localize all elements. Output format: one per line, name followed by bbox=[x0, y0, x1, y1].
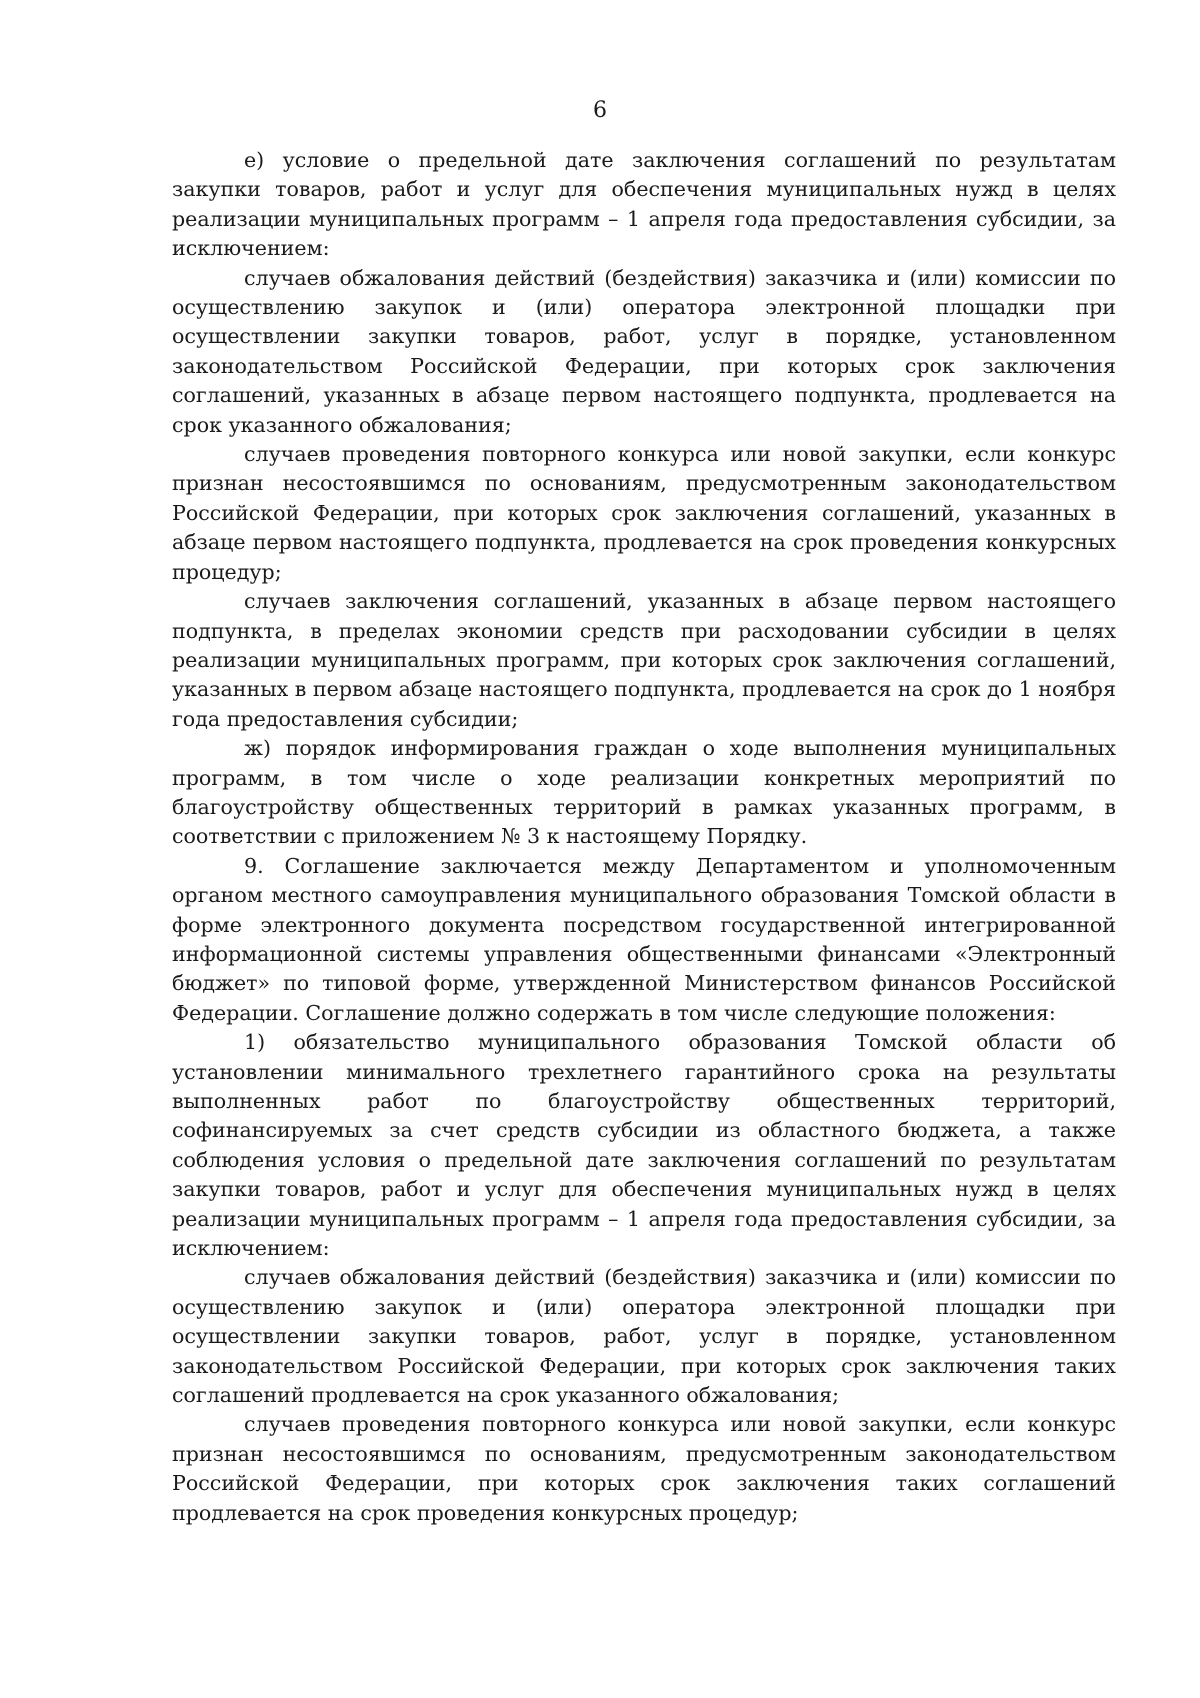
paragraph-exception-appeal: случаев обжалования действий (бездействия) заказчика и (или) комиссии по осуществлению закупок и (или) оператора электронной площадки при осуществлении закупки товаров, работ, услуг в порядке, установленном законодательством Российской Федерации, при которых срок заключения соглашений, указанных в абзаце первом настоящего подпункта, продлевается на срок указанного обжалования; bbox=[172, 265, 1116, 437]
paragraph-9-agreement: 9. Соглашение заключается между Департаментом и уполномоченным органом местного самоуправления муниципального образования Томской области в форме электронного документа посредством государственной интегрированной информационной системы управления общественными финансами «Электронный бюджет» по типовой форме, утвержденной Министерством финансов Российской Федерации. Соглашение должно содержать в том числе следующие положения: bbox=[172, 853, 1116, 1025]
paragraph-1-obligation: 1) обязательство муниципального образования Томской области об установлении минимального трехлетнего гарантийного срока на результаты выполненных работ по благоустройству общественных территорий, софинансируемых за счет средств субсидии из областного бюджета, а также соблюдения условия о предельной дате заключения соглашений по результатам закупки товаров, работ и услуг для обеспечения муниципальных нужд в целях реализации муниципальных программ – 1 апреля года предоставления субсидии, за исключением: bbox=[172, 1030, 1116, 1261]
paragraph-exception-appeal-2: случаев обжалования действий (бездействия) заказчика и (или) комиссии по осуществлению закупок и (или) оператора электронной площадки при осуществлении закупки товаров, работ, услуг в порядке, установленном законодательством Российской Федерации, при которых срок заключения таких соглашений продлевается на срок указанного обжалования; bbox=[172, 1265, 1116, 1408]
paragraph-exception-repeat-tender-2: случаев проведения повторного конкурса или новой закупки, если конкурс признан несостоявшимся по основаниям, предусмотренным законодательством Российской Федерации, при которых срок заключения таких соглашений продлевается на срок проведения конкурсных процедур; bbox=[172, 1412, 1116, 1525]
paragraph-exception-savings: случаев заключения соглашений, указанных в абзаце первом настоящего подпункта, в пределах экономии средств при расходовании субсидии в целях реализации муниципальных программ, при которых срок заключения соглашений, указанных в первом абзаце настоящего подпункта, продлевается на срок до 1 ноября года предоставления субсидии; bbox=[172, 589, 1116, 731]
document-body bbox=[172, 146, 1116, 1528]
paragraph-e-deadline-condition: е) условие о предельной дате заключения соглашений по результатам закупки товаров, работ и услуг для обеспечения муниципальных нужд в целях реализации муниципальных программ – 1 апреля года предоставления субсидии, за исключением: bbox=[172, 148, 1116, 261]
paragraph-zh-informing-citizens: ж) порядок информирования граждан о ходе выполнения муниципальных программ, в том числе о ходе реализации конкретных мероприятий по благоустройству общественных территорий в рамках указанных программ, в соответствии с приложением № 3 к настоящему Порядку. bbox=[172, 736, 1116, 849]
paragraph-exception-repeat-tender: случаев проведения повторного конкурса или новой закупки, если конкурс признан несостоявшимся по основаниям, предусмотренным законодательством Российской Федерации, при которых срок заключения соглашений, указанных в абзаце первом настоящего подпункта, продлевается на срок проведения конкурсных процедур; bbox=[172, 442, 1116, 584]
page-number: 6 bbox=[593, 98, 607, 123]
